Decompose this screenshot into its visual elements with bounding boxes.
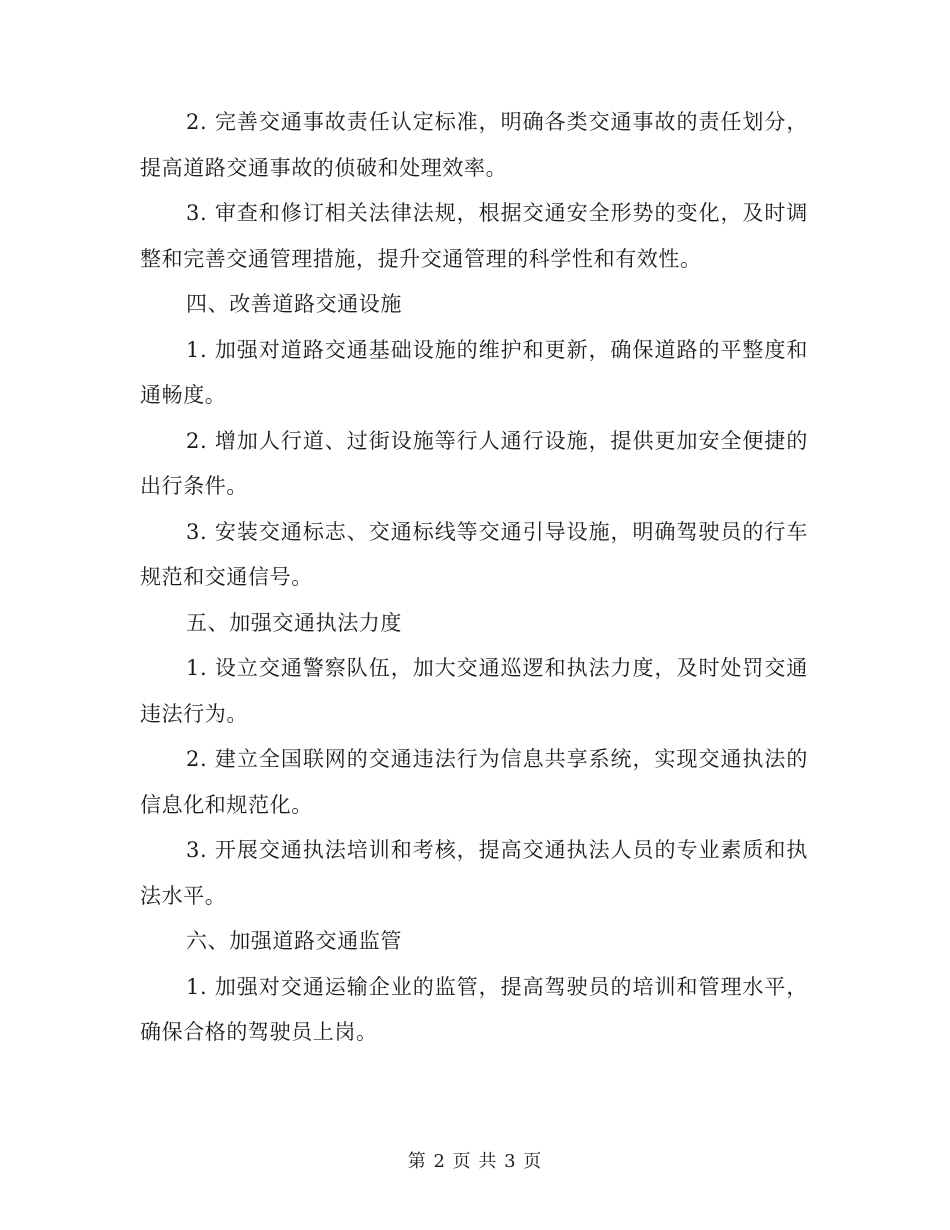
paragraph-item-1-police: 1. 设立交通警察队伍，加大交通巡逻和执法力度，及时处罚交通违法行为。 (140, 656, 808, 726)
document-body (140, 100, 808, 1056)
paragraph-item-2-info-system: 2. 建立全国联网的交通违法行为信息共享系统，实现交通执法的信息化和规范化。 (140, 747, 808, 817)
paragraph-item-1-supervision: 1. 加强对交通运输企业的监管，提高驾驶员的培训和管理水平，确保合格的驾驶员上岗。 (140, 974, 808, 1044)
paragraph-item-2-pedestrian: 2. 增加人行道、过街设施等行人通行设施，提供更加安全便捷的出行条件。 (140, 428, 808, 498)
paragraph-item-2-accident-standards: 2. 完善交通事故责任认定标准，明确各类交通事故的责任划分，提高道路交通事故的侦破和处理效率。 (140, 110, 808, 180)
section-heading-4: 四、改善道路交通设施 (186, 292, 402, 316)
paragraph-item-1-infrastructure: 1. 加强对道路交通基础设施的维护和更新，确保道路的平整度和通畅度。 (140, 337, 808, 407)
page-footer: 第 2 页 共 3 页 (407, 1151, 543, 1172)
section-heading-5: 五、加强交通执法力度 (186, 610, 402, 635)
paragraph-item-3-law-revision: 3. 审查和修订相关法律法规，根据交通安全形势的变化，及时调整和完善交通管理措施，提升交通管理的科学性和有效性。 (140, 201, 808, 271)
section-heading-6: 六、加强道路交通监管 (186, 929, 402, 953)
paragraph-item-3-training: 3. 开展交通执法培训和考核，提高交通执法人员的专业素质和执法水平。 (140, 838, 808, 908)
paragraph-item-3-signage: 3. 安装交通标志、交通标线等交通引导设施，明确驾驶员的行车规范和交通信号。 (140, 519, 808, 589)
